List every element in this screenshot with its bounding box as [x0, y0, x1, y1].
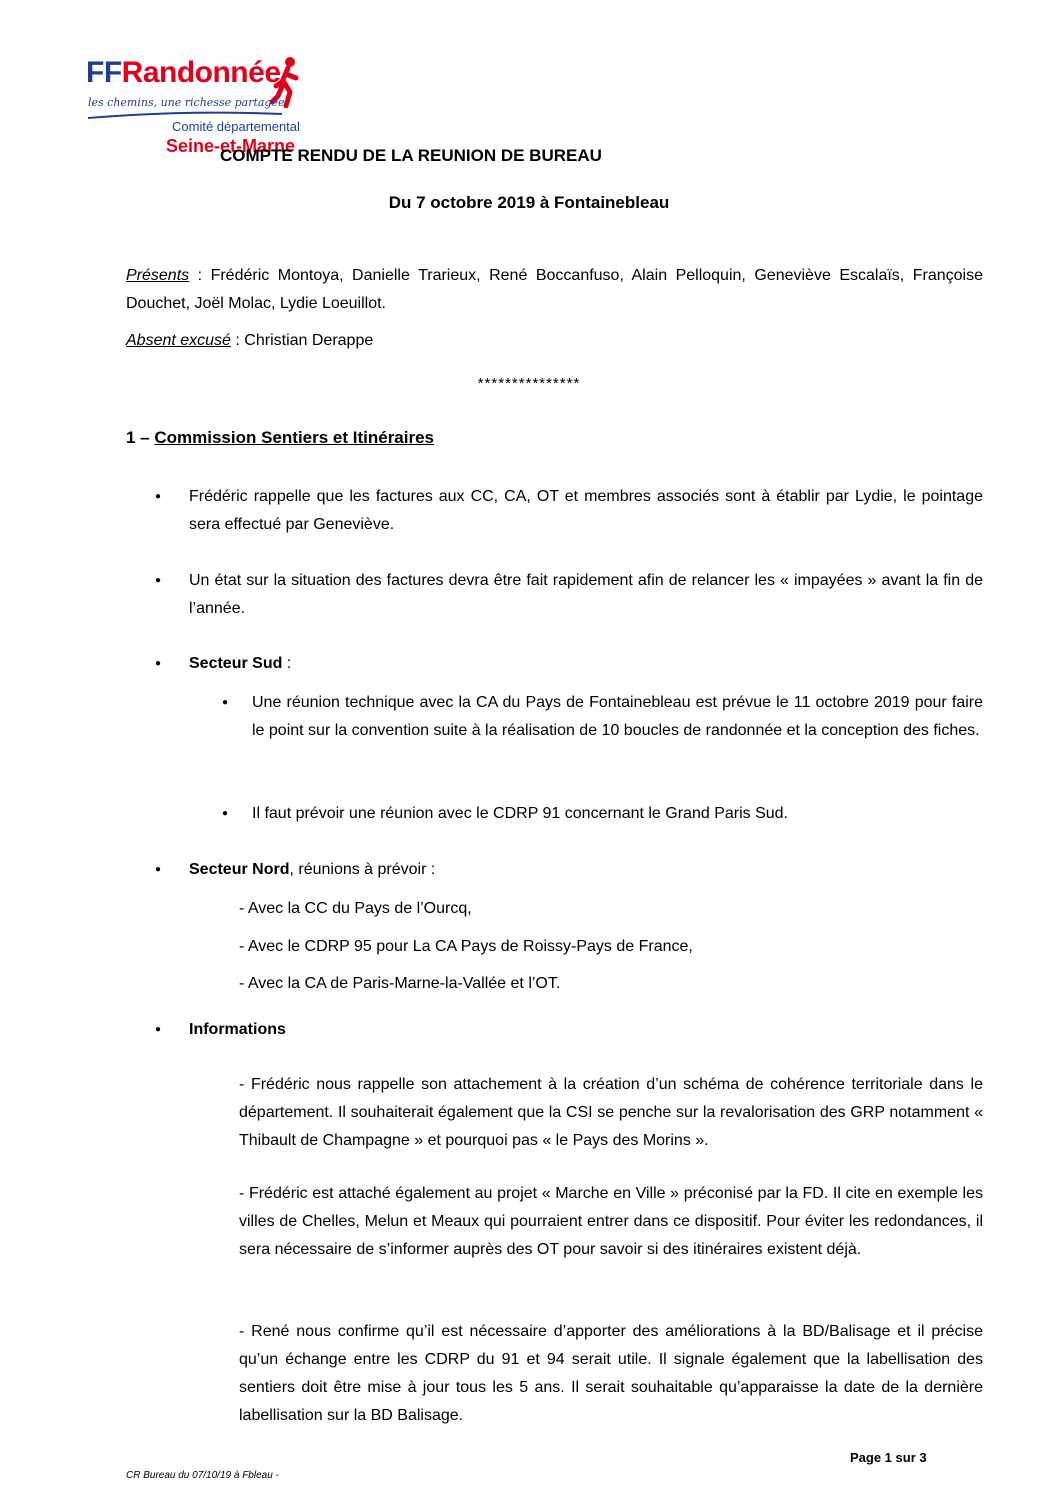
bullet-icon: ● [155, 1024, 162, 1035]
list-item: Une réunion technique avec la CA du Pays de Fontainebleau est prévue le 11 octobre 2019 pour faire le point sur la convention suite à la réalisation de 10 boucles de randonnée et la conception des fiches. [252, 694, 983, 739]
separator: *************** [477, 375, 581, 392]
section-heading: 1 – Commission Sentiers et Itinéraires [126, 428, 435, 447]
logo-comite: Comité départemental [172, 119, 300, 134]
secteur-nord-heading: Secteur Nord, réunions à prévoir : [189, 861, 436, 878]
bullet-icon: ● [222, 697, 229, 708]
list-item: Un état sur la situation des factures devra être fait rapidement afin de relancer les « impayées » avant la fin de l’année. [189, 572, 983, 617]
page-number: Page 1 sur 3 [850, 1450, 927, 1465]
bullet-icon: ● [222, 808, 229, 819]
document-title: COMPTE RENDU DE LA REUNION DE BUREAU [220, 146, 602, 165]
list-item: Il faut prévoir une réunion avec le CDRP 91 concernant le Grand Paris Sud. [252, 805, 788, 822]
informations-heading: Informations [189, 1021, 286, 1038]
presents-paragraph [126, 262, 983, 318]
presents-label: Présents [126, 267, 190, 284]
bullet-icon: ● [155, 864, 162, 875]
info-paragraph: - Frédéric est attaché également au projet « Marche en Ville » préconisé par la FD. Il cite en exemple les villes de Chelles, Melun et Meaux qui pourraient entrer dans ce dispositif. Pour éviter les redondances, il sera nécessaire de s’informer auprès des OT pour savoir si des itinéraires existent déjà. [239, 1185, 983, 1258]
bullet-icon: ● [155, 491, 162, 502]
logo-departement: Seine-et-Marne [166, 136, 296, 156]
info-paragraph: - Frédéric nous rappelle son attachement à la création d’un schéma de cohérence territoriale dans le département. Il souhaiterait également que la CSI se penche sur la revalorisation des GRP notamment « Thibault de Champagne » et pourquoi pas « le Pays des Morins ». [239, 1076, 983, 1149]
list-item: - Avec la CC du Pays de l’Ourcq, [239, 900, 472, 917]
logo-brand: FFRandonnée [86, 56, 281, 89]
logo-tagline: les chemins, une richesse partagée [88, 96, 285, 109]
absent-names: : Christian Derappe [230, 332, 374, 349]
bullet-icon: ● [155, 575, 162, 586]
presents-names: : Frédéric Montoya, Danielle Trarieux, René Boccanfuso, Alain Pelloquin, Geneviève Escalaïs, Françoise Douchet, Joël Molac, Lydie Loeuillot. [126, 267, 983, 312]
info-paragraph: - René nous confirme qu’il est nécessaire d’apporter des améliorations à la BD/Balisage et il précise qu’un échange entre les CDRP du 91 et 94 serait utile. Il signale également que la labellisation des sentiers doit être mise à jour tous les 5 ans. Il serait souhaitable qu’apparaisse la date de la dernière labellisation sur la BD Balisage. [239, 1323, 983, 1424]
document-subtitle: Du 7 octobre 2019 à Fontainebleau [388, 193, 670, 212]
list-item: Frédéric rappelle que les factures aux CC, CA, OT et membres associés sont à établir par Lydie, le pointage sera effectué par Geneviève. [189, 488, 983, 533]
list-item: - Avec la CA de Paris-Marne-la-Vallée et l’OT. [239, 975, 561, 992]
absent-paragraph [126, 327, 983, 355]
list-item: - Avec le CDRP 95 pour La CA Pays de Roissy-Pays de France, [239, 938, 693, 955]
absent-label: Absent excusé [126, 332, 231, 349]
secteur-sud-heading: Secteur Sud : [189, 655, 292, 672]
bullet-icon: ● [155, 658, 162, 669]
section-title: Commission Sentiers et Itinéraires [154, 428, 435, 447]
footer-reference: CR Bureau du 07/10/19 à Fbleau - [126, 1470, 279, 1481]
